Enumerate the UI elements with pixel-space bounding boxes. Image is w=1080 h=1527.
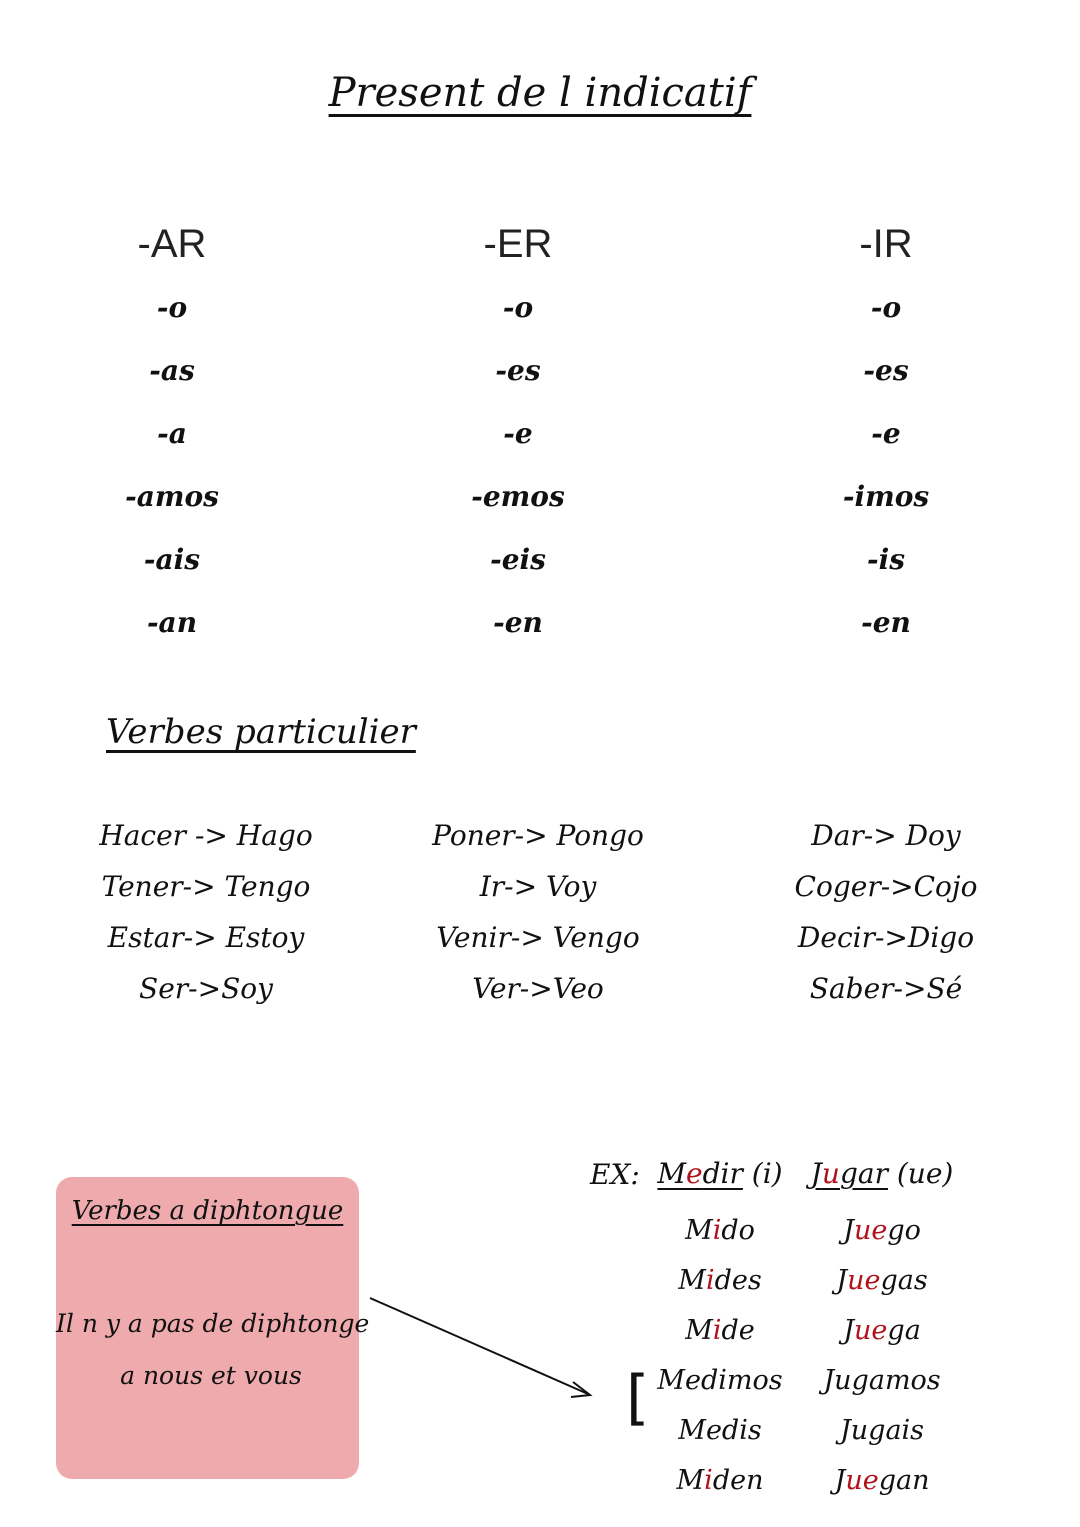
conjugated-form xyxy=(640,1256,800,1306)
head-tag: (i) xyxy=(751,1157,783,1190)
ending: -es xyxy=(863,354,909,387)
head-vowel: e xyxy=(686,1157,703,1190)
verb-pair: Tener-> Tengo xyxy=(101,870,311,903)
verb-pair: Ver->Veo xyxy=(472,972,604,1005)
verb-pair: Venir-> Vengo xyxy=(436,921,640,954)
form-pre: M xyxy=(678,1265,706,1296)
form-pre: M xyxy=(685,1215,713,1246)
verb-pair: Decir->Digo xyxy=(797,921,975,954)
form-post: gas xyxy=(880,1265,928,1296)
conjugation-column-jugar xyxy=(802,1156,962,1506)
form-vowel: i xyxy=(712,1315,722,1346)
form-vowel: i xyxy=(712,1215,722,1246)
ending: -en xyxy=(493,606,543,639)
conjugated-form xyxy=(802,1256,962,1306)
ending: -ais xyxy=(143,543,201,576)
form-pre: Jugamos xyxy=(823,1365,941,1396)
ending: -as xyxy=(149,354,195,387)
verb-pair: Poner-> Pongo xyxy=(432,819,644,852)
form-pre: J xyxy=(843,1315,855,1346)
form-pre: Jugais xyxy=(839,1415,925,1446)
form-pre: M xyxy=(676,1465,705,1496)
verb-pair: Saber->Sé xyxy=(809,972,963,1005)
ending: -emos xyxy=(471,480,565,513)
conjugated-form xyxy=(802,1306,962,1356)
form-post: des xyxy=(714,1265,762,1296)
column-header: -IR xyxy=(859,222,913,266)
form-pre: M xyxy=(685,1315,713,1346)
diphtong-heading: Verbes a diphtongue xyxy=(71,1196,344,1226)
ending: -is xyxy=(866,543,906,576)
ending: -e xyxy=(503,417,533,450)
form-post: gan xyxy=(878,1465,930,1496)
form-post: go xyxy=(887,1215,921,1246)
form-vowel: ue xyxy=(853,1215,888,1246)
bracket-icon: [ xyxy=(626,1363,650,1433)
conjugated-form xyxy=(640,1456,800,1506)
ending: -o xyxy=(502,291,534,324)
head-vowel: u xyxy=(821,1157,840,1190)
example-label: EX: xyxy=(590,1158,640,1191)
conjugated-form xyxy=(640,1406,800,1456)
form-pre: J xyxy=(843,1215,854,1246)
conjugated-form xyxy=(640,1306,800,1356)
form-pre: J xyxy=(834,1465,846,1496)
conjugation-head xyxy=(640,1156,800,1206)
form-pre: Medis xyxy=(678,1415,762,1446)
head-stem: J xyxy=(810,1157,822,1190)
diphtong-note xyxy=(56,1298,370,1402)
diphtong-note-line-2: a nous et vous xyxy=(120,1361,302,1390)
particular-verbs-column-1 xyxy=(36,810,376,1014)
head-ending: gar xyxy=(839,1157,888,1190)
conjugation-head xyxy=(802,1156,962,1206)
endings-column-er xyxy=(348,212,688,654)
ending: -o xyxy=(870,291,902,324)
conjugated-form xyxy=(640,1356,800,1406)
ending: -e xyxy=(871,417,901,450)
conjugated-form xyxy=(802,1406,962,1456)
form-pre: J xyxy=(836,1265,848,1296)
head-ending: dir xyxy=(702,1157,743,1190)
page-title: Present de l indicatif xyxy=(328,70,752,116)
particular-verbs-column-2 xyxy=(368,810,708,1014)
particular-verbs-column-3 xyxy=(716,810,1056,1014)
form-vowel: i xyxy=(705,1265,715,1296)
column-header: -AR xyxy=(137,222,207,266)
head-stem: M xyxy=(657,1157,687,1190)
conjugated-form xyxy=(802,1356,962,1406)
verb-pair: Dar-> Doy xyxy=(811,819,961,852)
verb-pair: Ir-> Voy xyxy=(479,870,597,903)
arrow-icon xyxy=(360,1290,610,1410)
ending: -imos xyxy=(842,480,930,513)
diphtong-note-line-1: Il n y a pas de diphtonge xyxy=(56,1309,370,1338)
verb-pair: Estar-> Estoy xyxy=(107,921,305,954)
form-post: do xyxy=(721,1215,755,1246)
ending: -an xyxy=(146,606,198,639)
ending: -a xyxy=(157,417,187,450)
form-post: ga xyxy=(887,1315,921,1346)
form-vowel: ue xyxy=(854,1315,888,1346)
form-vowel: ue xyxy=(847,1265,881,1296)
verb-pair: Hacer -> Hago xyxy=(99,819,313,852)
endings-column-ir xyxy=(716,212,1056,654)
form-vowel: ue xyxy=(845,1465,879,1496)
ending: -es xyxy=(495,354,541,387)
conjugated-form xyxy=(802,1206,962,1256)
endings-column-ar xyxy=(2,212,342,654)
form-vowel: i xyxy=(704,1465,713,1496)
particular-verbs-heading: Verbes particulier xyxy=(106,712,416,752)
ending: -o xyxy=(156,291,188,324)
form-post: de xyxy=(721,1315,755,1346)
ending: -amos xyxy=(125,480,219,513)
form-post: den xyxy=(712,1465,764,1496)
conjugated-form xyxy=(640,1206,800,1256)
conjugation-column-medir xyxy=(640,1156,800,1506)
conjugated-form xyxy=(802,1456,962,1506)
verb-pair: Ser->Soy xyxy=(139,972,273,1005)
ending: -eis xyxy=(490,543,546,576)
form-pre: Medimos xyxy=(657,1365,783,1396)
head-tag: (ue) xyxy=(896,1157,954,1190)
column-header: -ER xyxy=(483,222,553,266)
ending: -en xyxy=(861,606,911,639)
verb-pair: Coger->Cojo xyxy=(794,870,978,903)
